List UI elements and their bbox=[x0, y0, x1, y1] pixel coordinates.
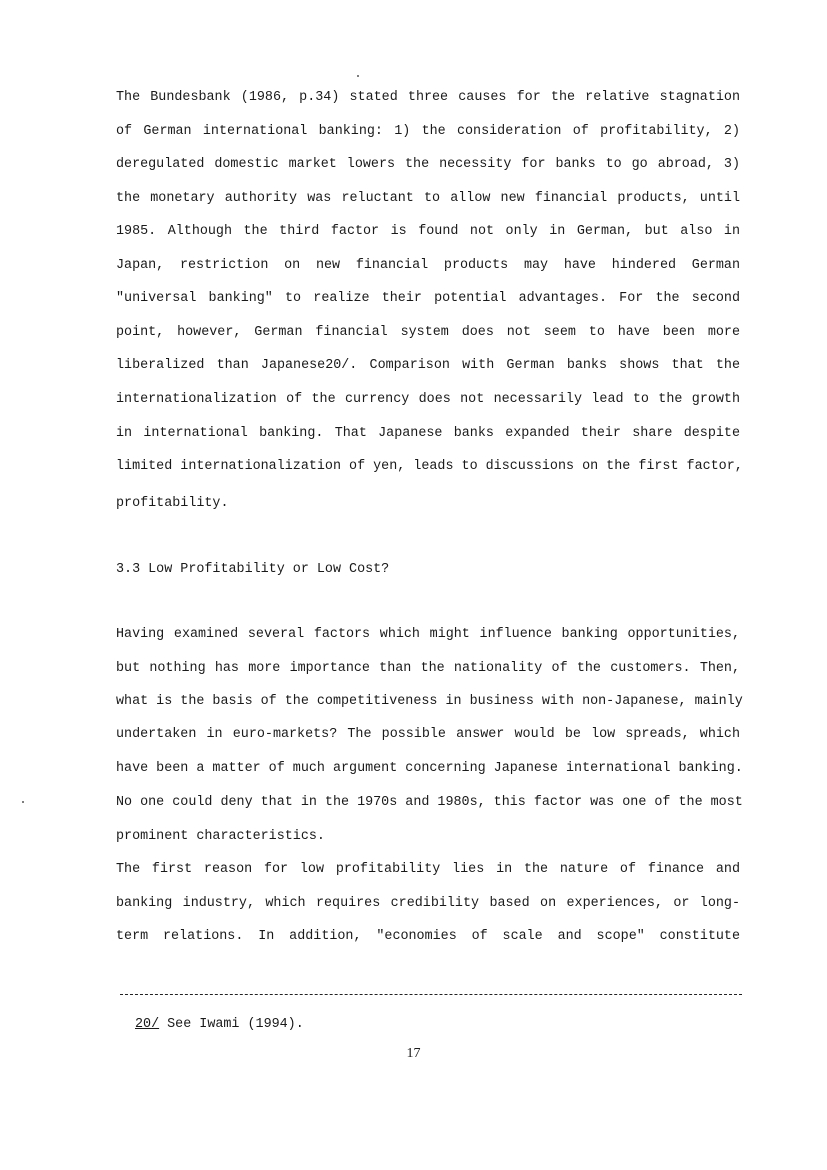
text-line: prominent characteristics. bbox=[116, 829, 325, 844]
text-line: limited internationalization of yen, leads to discussions on the first factor, bbox=[116, 459, 743, 474]
text-line: in international banking. That Japanese banks expanded their share despite bbox=[116, 426, 740, 441]
footnote-separator bbox=[120, 994, 742, 995]
footnote bbox=[135, 1017, 304, 1032]
scan-speck bbox=[357, 75, 359, 77]
text-line: The Bundesbank (1986, p.34) stated three causes for the relative stagnation bbox=[116, 90, 740, 105]
text-line: banking industry, which requires credibility based on experiences, or long- bbox=[116, 896, 740, 911]
footnote-marker: 20/ bbox=[135, 1017, 160, 1032]
text-line: liberalized than Japanese20/. Comparison with German banks shows that the bbox=[116, 358, 740, 373]
text-line: deregulated domestic market lowers the necessity for banks to go abroad, 3) bbox=[116, 157, 740, 172]
text-line: the monetary authority was reluctant to allow new financial products, until bbox=[116, 191, 740, 206]
text-line: term relations. In addition, "economies of scale and scope" constitute bbox=[116, 929, 740, 944]
page-number: 17 bbox=[406, 1046, 421, 1061]
text-line: The first reason for low profitability lies in the nature of finance and bbox=[116, 862, 740, 877]
text-line: of German international banking: 1) the consideration of profitability, 2) bbox=[116, 124, 740, 139]
text-line: but nothing has more importance than the nationality of the customers. Then, bbox=[116, 661, 740, 676]
text-line: point, however, German financial system does not seem to have been more bbox=[116, 325, 740, 340]
text-line: profitability. bbox=[116, 496, 229, 511]
scan-speck bbox=[22, 801, 24, 803]
text-line: have been a matter of much argument concerning Japanese international banking. bbox=[116, 761, 743, 776]
text-line: 1985. Although the third factor is found not only in German, but also in bbox=[116, 224, 740, 239]
text-line: undertaken in euro-markets? The possible answer would be low spreads, which bbox=[116, 727, 740, 742]
text-line: No one could deny that in the 1970s and 1980s, this factor was one of the most bbox=[116, 795, 743, 810]
text-line: Having examined several factors which might influence banking opportunities, bbox=[116, 627, 740, 642]
text-line: Japan, restriction on new financial products may have hindered German bbox=[116, 258, 740, 273]
text-line: internationalization of the currency does not necessarily lead to the growth bbox=[116, 392, 740, 407]
section-heading: 3.3 Low Profitability or Low Cost? bbox=[116, 562, 390, 577]
text-line: "universal banking" to realize their potential advantages. For the second bbox=[116, 291, 740, 306]
footnote-text: See Iwami (1994). bbox=[159, 1017, 304, 1032]
text-line: what is the basis of the competitiveness in business with non-Japanese, mainly bbox=[116, 694, 743, 709]
